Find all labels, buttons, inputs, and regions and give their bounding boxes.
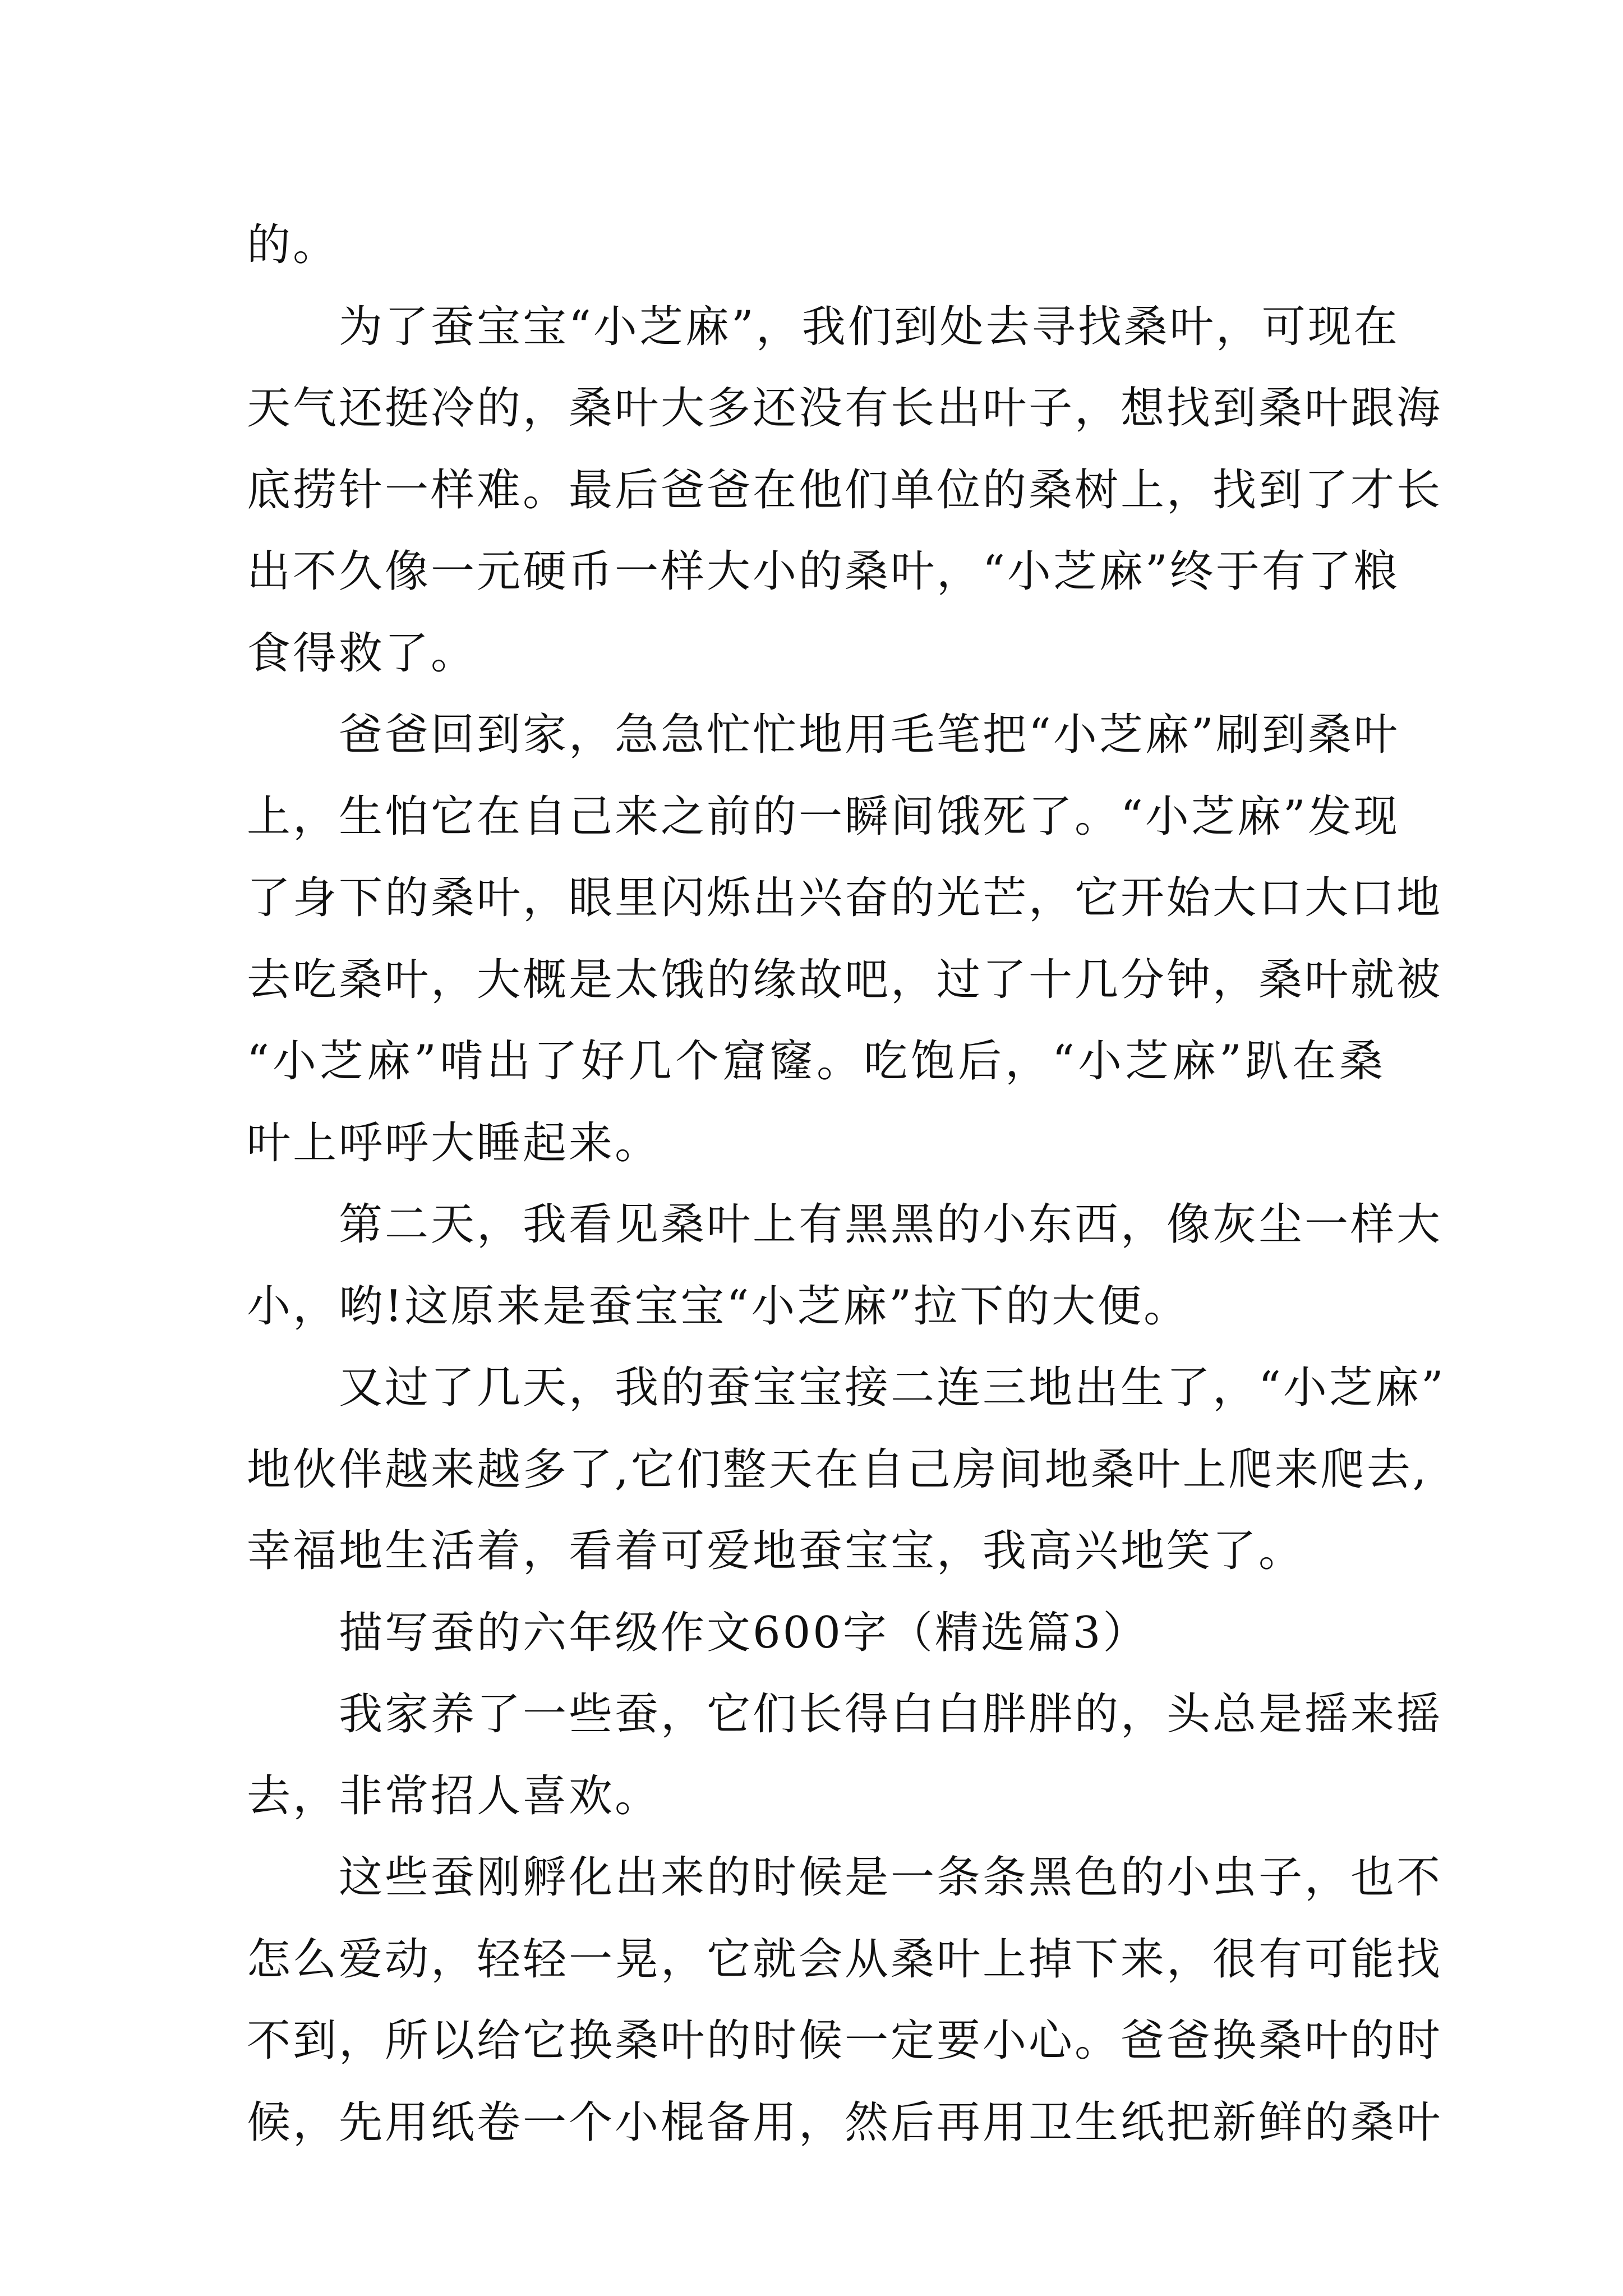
text-line: 天气还挺冷的，桑叶大多还没有长出叶子，想找到桑叶跟海 <box>247 383 1443 434</box>
paragraph-first-line: 又过了几天，我的蚕宝宝接二连三地出生了，“小芝麻” <box>339 1363 1446 1413</box>
essay-body <box>247 205 1446 2164</box>
text-line: 地伙伴越来越多了,它们整天在自己房间地桑叶上爬来爬去, <box>247 1444 1429 1495</box>
text-line: 的。 <box>247 220 339 270</box>
text-line: 小，哟!这原来是蚕宝宝“小芝麻”拉下的大便。 <box>247 1281 1190 1332</box>
paragraph-first-line: 第二天，我看见桑叶上有黑黑的小东西，像灰尘一样大 <box>339 1199 1443 1250</box>
text-line: “小芝麻”啃出了好几个窟窿。吃饱后，“小芝麻”趴在桑 <box>247 1036 1385 1087</box>
text-line: 底捞针一样难。最后爸爸在他们单位的桑树上，找到了才长 <box>247 464 1443 516</box>
text-line: 怎么爱动，轻轻一晃，它就会从桑叶上掉下来，很有可能找 <box>247 1934 1443 1985</box>
text-line: 食得救了。 <box>247 628 477 679</box>
section-heading: 描写蚕的六年级作文600字（精选篇3） <box>339 1607 1149 1658</box>
text-line: 上，生怕它在自己来之前的一瞬间饿死了。“小芝麻”发现 <box>247 791 1400 842</box>
text-line: 幸福地生活着，看着可爱地蚕宝宝，我高兴地笑了。 <box>247 1526 1305 1576</box>
text-line: 叶上呼呼大睡起来。 <box>247 1117 661 1168</box>
paragraph-first-line: 爸爸回到家，急急忙忙地用毛笔把“小芝麻”刷到桑叶 <box>339 710 1400 760</box>
text-line: 不到，所以给它换桑叶的时候一定要小心。爸爸换桑叶的时 <box>247 2016 1443 2066</box>
text-line: 候，先用纸卷一个小棍备用，然后再用卫生纸把新鲜的桑叶 <box>247 2097 1443 2148</box>
paragraph-first-line: 为了蚕宝宝“小芝麻”，我们到处去寻找桑叶，可现在 <box>339 301 1400 352</box>
text-line: 去，非常招人喜欢。 <box>247 1770 661 1821</box>
text-line: 去吃桑叶，大概是太饿的缘故吧，过了十几分钟，桑叶就被 <box>247 954 1443 1005</box>
paragraph-first-line: 我家养了一些蚕，它们长得白白胖胖的，头总是摇来摇 <box>339 1689 1443 1740</box>
paragraph-first-line: 这些蚕刚孵化出来的时候是一条条黑色的小虫子，也不 <box>339 1852 1443 1903</box>
text-line: 了身下的桑叶，眼里闪烁出兴奋的光芒，它开始大口大口地 <box>247 873 1443 923</box>
text-line: 出不久像一元硬币一样大小的桑叶，“小芝麻”终于有了粮 <box>247 546 1400 597</box>
